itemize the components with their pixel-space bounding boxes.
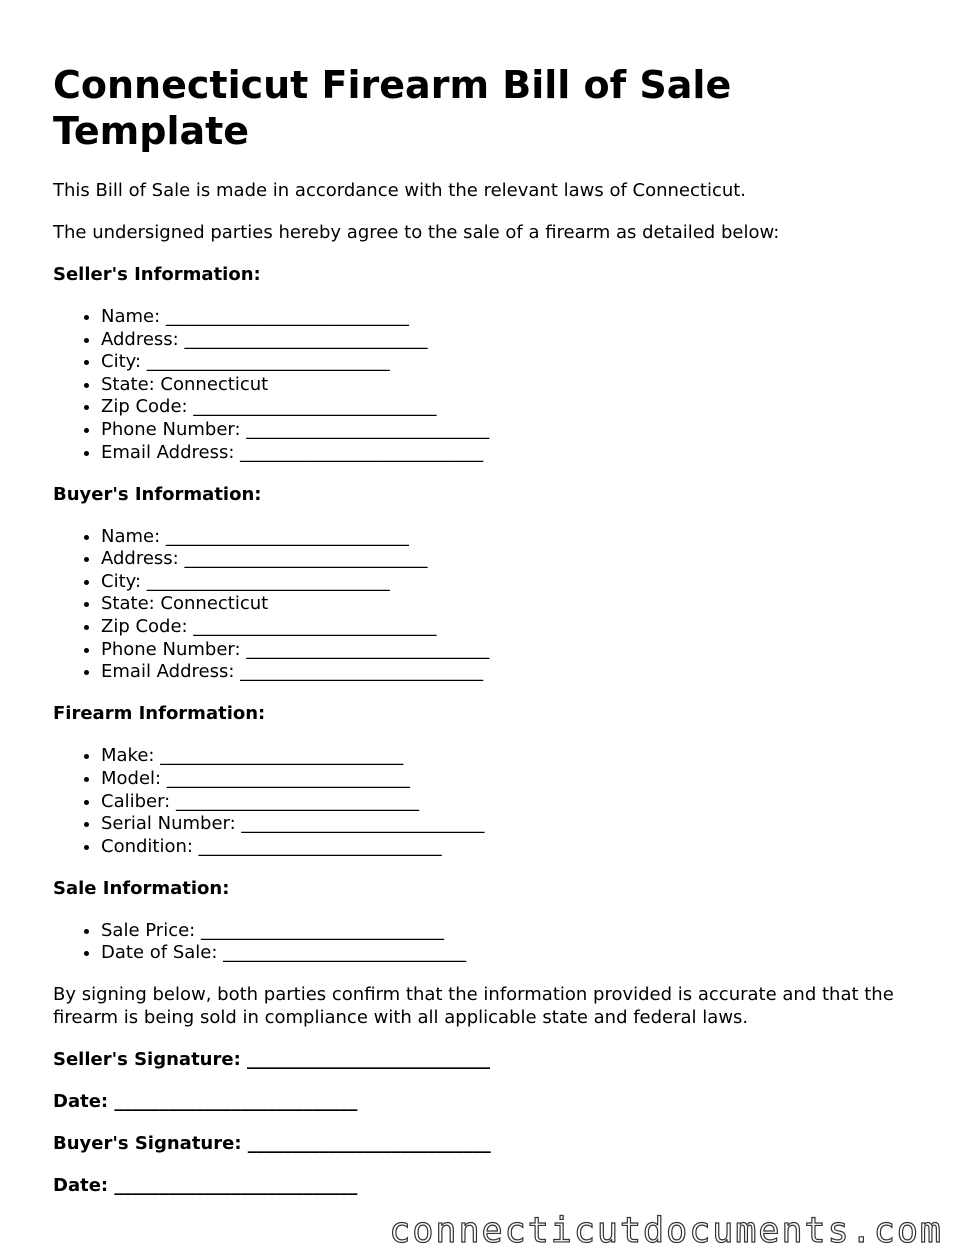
seller-date-line: Date: ___________________________ [53, 1090, 358, 1112]
buyer-section-heading: Buyer's Information: [53, 483, 262, 505]
buyer-date-line: Date: ___________________________ [53, 1174, 358, 1196]
sale-price-field: • Sale Price: ___________________________ [101, 920, 933, 943]
buyer-zip-field: • Zip Code: ___________________________ [101, 616, 933, 639]
buyer-name-field: • Name: ___________________________ [101, 526, 933, 549]
buyer-address-field: • Address: ___________________________ [101, 548, 933, 571]
seller-signature-line: Seller's Signature: ___________________________ [53, 1048, 491, 1070]
firearm-condition-field: • Condition: ___________________________ [101, 836, 933, 859]
seller-section-heading: Seller's Information: [53, 264, 261, 285]
sale-fields-list [53, 920, 933, 965]
firearm-make-field: • Make: ___________________________ [101, 745, 933, 768]
buyer-fields-list [53, 526, 933, 684]
seller-zip-field: • Zip Code: ___________________________ [101, 396, 933, 419]
confirmation-paragraph: By signing below, both parties confirm that the information provided is accurate and that the firearm is being sold in compliance with all applicable state and federal laws. [53, 984, 894, 1028]
firearm-fields-list [53, 745, 933, 858]
buyer-city-field: • City: ___________________________ [101, 571, 933, 594]
seller-address-field: • Address: ___________________________ [101, 329, 933, 352]
buyer-email-field: • Email Address: ___________________________ [101, 661, 933, 684]
firearm-caliber-field: • Caliber: ___________________________ [101, 791, 933, 814]
intro-paragraph: This Bill of Sale is made in accordance with the relevant laws of Connecticut. [53, 180, 747, 201]
sale-date-field: • Date of Sale: ___________________________ [101, 942, 933, 965]
document-title: Connecticut Firearm Bill of Sale Template [53, 63, 732, 153]
seller-name-field: • Name: ___________________________ [101, 306, 933, 329]
seller-fields-list [53, 306, 933, 464]
firearm-serial-field: • Serial Number: ___________________________ [101, 813, 933, 836]
agreement-paragraph: The undersigned parties hereby agree to the sale of a firearm as detailed below: [53, 222, 780, 243]
seller-phone-field: • Phone Number: ___________________________ [101, 419, 933, 442]
buyer-phone-field: • Phone Number: ___________________________ [101, 639, 933, 662]
site-watermark: connecticutdocuments.com [389, 1211, 943, 1251]
document-page [53, 62, 933, 1217]
seller-email-field: • Email Address: ___________________________ [101, 442, 933, 465]
seller-state-field: • State: Connecticut [101, 374, 933, 397]
buyer-signature-line: Buyer's Signature: ___________________________ [53, 1132, 491, 1154]
sale-section-heading: Sale Information: [53, 877, 230, 899]
seller-city-field: • City: ___________________________ [101, 351, 933, 374]
buyer-state-field: • State: Connecticut [101, 593, 933, 616]
firearm-section-heading: Firearm Information: [53, 703, 266, 725]
firearm-model-field: • Model: ___________________________ [101, 768, 933, 791]
